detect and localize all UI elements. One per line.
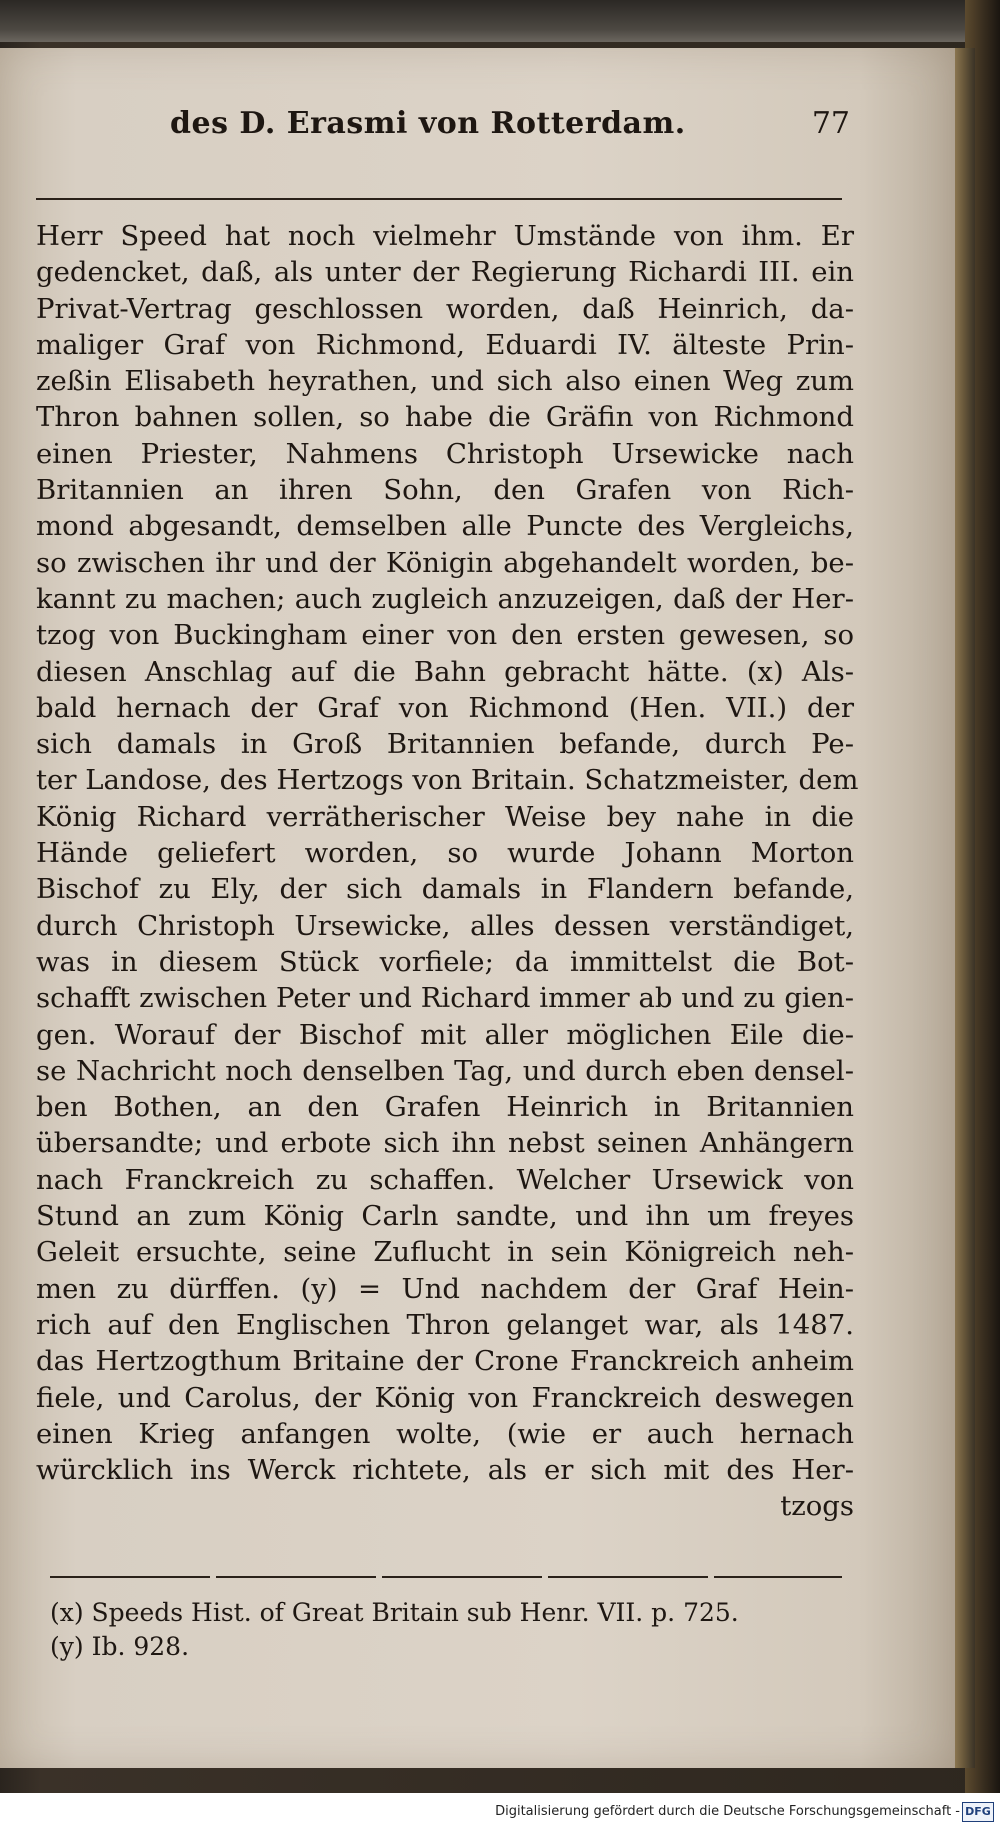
text-line: Hände geliefert worden, so wurde Johann Morton <box>36 837 854 870</box>
text-line: kannt zu machen; auch zugleich anzuzeigen, daß der Her- <box>36 582 854 615</box>
text-line: maliger Graf von Richmond, Eduardi IV. älteste Prin- <box>36 328 854 361</box>
text-line: was in diesem Stück vorfiele; da immittelst die Bot- <box>36 945 854 978</box>
body-text <box>36 218 859 1525</box>
text-line: König Richard verrätherischer Weise bey nahe in die <box>36 800 854 833</box>
text-line: so zwischen ihr und der Königin abgehandelt worden, be- <box>36 546 854 579</box>
text-line: se Nachricht noch denselben Tag, und durch eben densel- <box>36 1054 854 1087</box>
text-line: Bischof zu Ely, der sich damals in Flandern befande, <box>36 873 854 906</box>
catchword: tzogs <box>780 1490 854 1523</box>
header-rule <box>36 198 842 200</box>
text-line: schafft zwischen Peter und Richard immer ab und zu gien- <box>36 982 854 1015</box>
text-line: nach Franckreich zu schaffen. Welcher Ursewick von <box>36 1163 854 1196</box>
running-title: des D. Erasmi von Rotterdam. <box>170 106 686 141</box>
text-line: zeßin Elisabeth heyrathen, und sich also einen Weg zum <box>36 365 854 398</box>
text-line: tzog von Buckingham einer von den ersten gewesen, so <box>36 619 854 652</box>
text-line: Britannien an ihren Sohn, den Grafen von Rich- <box>36 474 854 507</box>
paper-page <box>0 48 955 1768</box>
page-number: 77 <box>811 106 850 141</box>
text-line: diesen Anschlag auf die Bahn gebracht hätte. (x) Als- <box>36 655 854 688</box>
digitization-credit: Digitalisierung gefördert durch die Deutsche Forschungsgemeinschaft - <box>495 1804 960 1819</box>
text-line: Geleit ersuchte, seine Zuflucht in sein Königreich neh- <box>36 1236 854 1269</box>
text-line: bald hernach der Graf von Richmond (Hen. VII.) der <box>36 691 854 724</box>
text-line: durch Christoph Ursewicke, alles dessen verständiget, <box>36 909 854 942</box>
text-line: übersandte; und erbote sich ihn nebst seinen Anhängern <box>36 1127 854 1160</box>
text-line: ben Bothen, an den Grafen Heinrich in Britannien <box>36 1091 854 1124</box>
scan-top-border <box>0 0 1000 42</box>
text-line: rich auf den Englischen Thron gelanget war, als 1487. <box>36 1308 854 1341</box>
text-line: gedencket, daß, als unter der Regierung Richardi III. ein <box>36 256 854 289</box>
text-line: würcklich ins Werck richtete, als er sich mit des Her- <box>36 1454 854 1487</box>
footnote-rule <box>50 1576 842 1578</box>
footnotes <box>50 1596 850 1664</box>
text-line: ter Landose, des Hertzogs von Britain. Schatzmeister, dem <box>36 764 859 797</box>
dfg-logo: DFG <box>962 1802 994 1822</box>
text-line: das Hertzogthum Britaine der Crone Franckreich anheim <box>36 1345 854 1378</box>
text-line: gen. Worauf der Bischof mit aller möglichen Eile die- <box>36 1018 854 1051</box>
page-header <box>170 106 850 156</box>
footnote-x: (x) Speeds Hist. of Great Britain sub Henr. VII. p. 725. <box>50 1598 739 1627</box>
footnote-y: (y) Ib. 928. <box>50 1632 190 1661</box>
text-line: Stund an zum König Carln sandte, und ihn um freyes <box>36 1200 854 1233</box>
text-line: Privat-Vertrag geschlossen worden, daß Heinrich, da- <box>36 292 854 325</box>
text-line: Herr Speed hat noch vielmehr Umstände von ihm. Er <box>36 220 854 252</box>
text-line: einen Priester, Nahmens Christoph Ursewicke nach <box>36 437 854 470</box>
page-edge <box>955 48 975 1768</box>
text-line: fiele, und Carolus, der König von Franckreich deswegen <box>36 1381 854 1414</box>
text-line: Thron bahnen sollen, so habe die Gräfin von Richmond <box>36 401 854 434</box>
text-line: men zu dürffen. (y) = Und nachdem der Graf Hein- <box>36 1272 854 1305</box>
text-line: einen Krieg anfangen wolte, (wie er auch hernach <box>36 1417 854 1450</box>
text-line: sich damals in Groß Britannien befande, durch Pe- <box>36 728 854 761</box>
text-line: mond abgesandt, demselben alle Puncte des Vergleichs, <box>36 510 854 543</box>
